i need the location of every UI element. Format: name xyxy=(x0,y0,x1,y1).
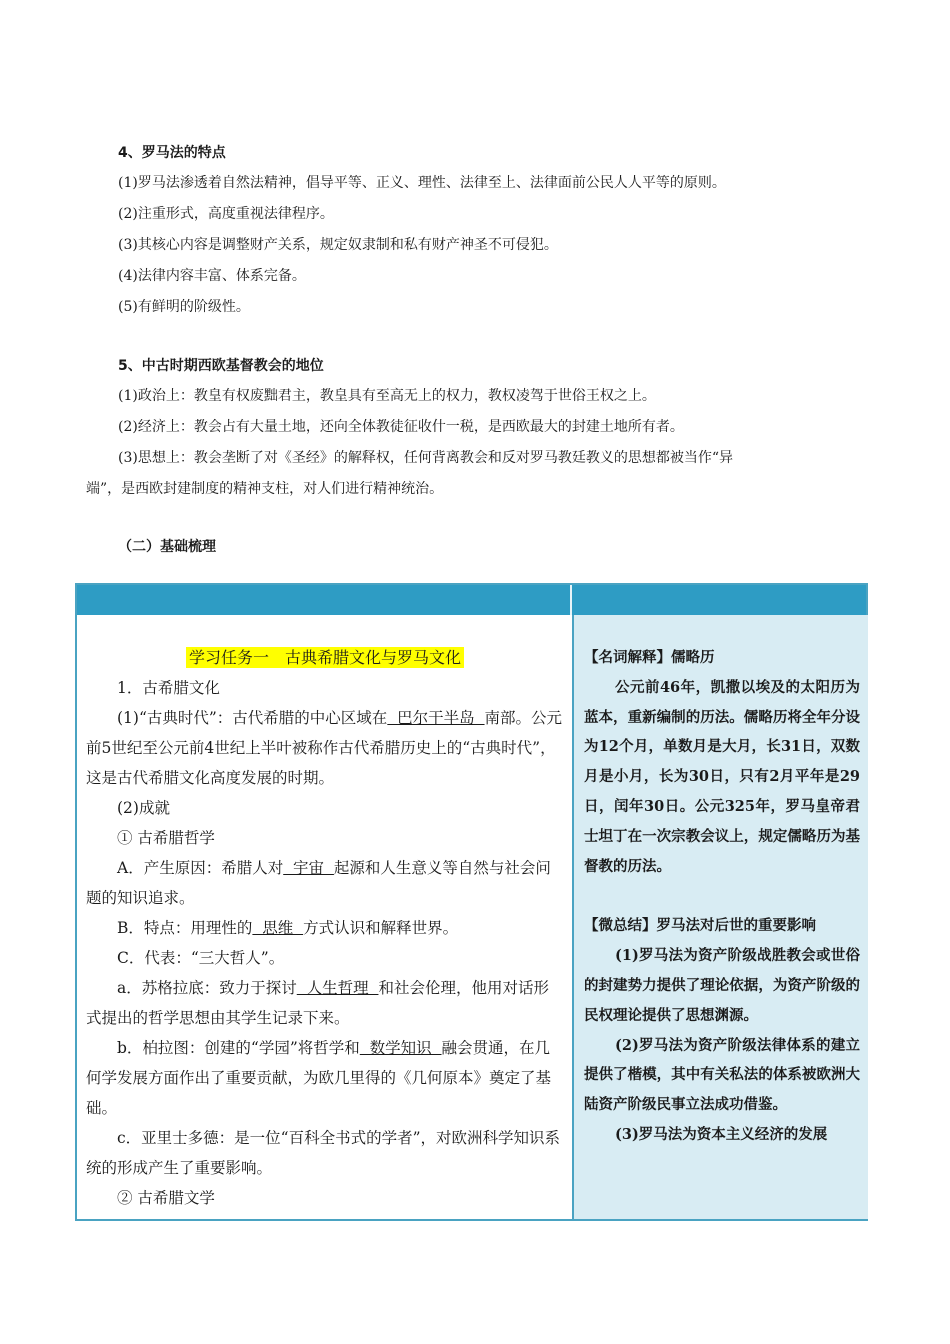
paragraph: (1)“古典时代”：古代希腊的中心区域在 巴尔干半岛 南部。公元前5世纪至公元前4世纪上半叶被称作古代希腊历史上的“古典时代”，这是古代希腊文化高度发展的时期。 xyxy=(86,709,563,787)
paragraph: b．柏拉图：创建的“学园”将哲学和 数学知识 融会贯通，在几何学发展方面作出了重要贡献，为欧几里得的《几何原本》奠定了基础。 xyxy=(86,1039,552,1117)
summary-item: (2)罗马法为资产阶级法律体系的建立提供了楷模，其中有关私法的体系被欧洲大陆资产阶级民事立法成功借鉴。 xyxy=(584,1036,860,1114)
section-church-status xyxy=(86,355,878,505)
list-item: (3)思想上：教会垄断了对《圣经》的解释权，任何背离教会和反对罗马教廷教义的思想都被当作“异 xyxy=(118,450,733,466)
list-item-continuation: 端”，是西欧封建制度的精神支柱，对人们进行精神统治。 xyxy=(86,481,444,497)
paragraph: C．代表：“三大哲人”。 xyxy=(117,949,285,967)
paragraph: c．亚里士多德：是一位“百科全书式的学者”，对欧洲科学知识系统的形成产生了重要影响。 xyxy=(86,1129,561,1177)
header-divider xyxy=(570,585,572,615)
subsection-title: （二）基础梳理 xyxy=(118,539,216,555)
list-item: (4)法律内容丰富、体系完备。 xyxy=(118,268,306,284)
list-item: (2)经济上：教会占有大量土地，还向全体教徒征收什一税，是西欧最大的封建土地所有者。 xyxy=(118,419,684,435)
term-title: 【名词解释】儒略历 xyxy=(584,649,715,666)
list-item: (3)其核心内容是调整财产关系，规定奴隶制和私有财产神圣不可侵犯。 xyxy=(118,237,558,253)
summary-title: 【微总结】罗马法对后世的重要影响 xyxy=(584,917,816,935)
review-table xyxy=(75,583,868,1221)
paragraph: (2)成就 xyxy=(117,799,170,817)
table-header xyxy=(77,585,866,615)
list-item: (1)罗马法渗透着自然法精神，倡导平等、正义、理性、法律至上、法律面前公民人人平等的原则。 xyxy=(118,175,726,191)
paragraph: ① 古希腊哲学 xyxy=(117,829,215,847)
list-item: (2)注重形式，高度重视法律程序。 xyxy=(118,206,334,222)
term-body: 公元前46年，凯撒以埃及的太阳历为蓝本，重新编制的历法。儒略历将全年分设为12个月，单数月是大月，长31日，双数月是小月，长为30日，只有2月平年是29日，闰年30日。公元325年，罗马皇帝君士坦丁在一次宗教会议上，规定儒略历为基督教的历法。 xyxy=(584,678,860,875)
paragraph: B．特点：用理性的 思维 方式认识和解释世界。 xyxy=(117,919,459,937)
paragraph: A．产生原因：希腊人对 宇宙 起源和人生意义等自然与社会问题的知识追求。 xyxy=(86,859,551,907)
right-cell xyxy=(572,615,868,1219)
summary-item: (3)罗马法为资本主义经济的发展 xyxy=(615,1125,828,1143)
left-cell xyxy=(77,615,570,1219)
paragraph: a．苏格拉底：致力于探讨 人生哲理 和社会伦理，他用对话形式提出的哲学思想由其学生记录下来。 xyxy=(86,979,549,1027)
section-title: 5、中古时期西欧基督教会的地位 xyxy=(118,358,324,374)
paragraph: 1．古希腊文化 xyxy=(117,679,220,697)
fill-blank: 思维 xyxy=(252,919,304,937)
paragraph: ② 古希腊文学 xyxy=(117,1189,215,1207)
summary-item: (1)罗马法为资产阶级战胜教会或世俗的封建势力提供了理论依据，为资产阶级的民权理论提供了思想渊源。 xyxy=(584,947,860,1024)
list-item: (5)有鲜明的阶级性。 xyxy=(118,299,250,315)
fill-blank: 宇宙 xyxy=(283,859,334,877)
fill-blank: 巴尔干半岛 xyxy=(387,709,485,727)
section-roman-law xyxy=(118,142,878,323)
fill-blank: 数学知识 xyxy=(359,1039,442,1057)
section-title: 4、罗马法的特点 xyxy=(118,145,226,161)
task-title: 学习任务一 古典希腊文化与罗马文化 xyxy=(86,643,564,673)
list-item: (1)政治上：教皇有权废黜君主，教皇具有至高无上的权力，教权凌驾于世俗王权之上。 xyxy=(118,388,656,404)
fill-blank: 人生哲理 xyxy=(296,979,379,997)
